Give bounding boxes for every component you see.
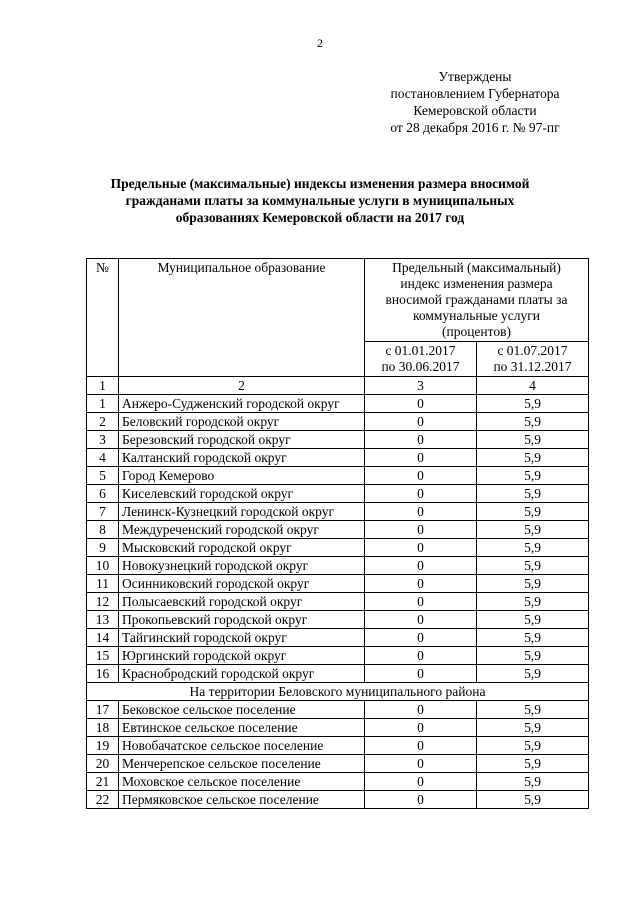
row-value-h1: 0 (365, 431, 477, 449)
header-index-line: индекс изменения размера (400, 276, 553, 291)
table-row (87, 431, 589, 449)
row-value-h1: 0 (365, 737, 477, 755)
row-number: 14 (87, 629, 119, 647)
title-line: Предельные (максимальные) индексы изменения размера вносимой (110, 176, 530, 191)
table-row (87, 503, 589, 521)
table-row (87, 413, 589, 431)
row-value-h2: 5,9 (477, 485, 589, 503)
row-municipality: Моховское сельское поселение (119, 773, 365, 791)
row-value-h2: 5,9 (477, 611, 589, 629)
column-number: 3 (365, 377, 477, 395)
row-municipality: Ленинск-Кузнецкий городской округ (119, 503, 365, 521)
row-municipality: Город Кемерово (119, 467, 365, 485)
row-number: 11 (87, 575, 119, 593)
row-number: 13 (87, 611, 119, 629)
row-municipality: Новокузнецкий городской округ (119, 557, 365, 575)
row-value-h1: 0 (365, 539, 477, 557)
row-value-h2: 5,9 (477, 575, 589, 593)
row-number: 19 (87, 737, 119, 755)
header-municipality: Муниципальное образование (119, 259, 365, 377)
section-label: На территории Беловского муниципального района (87, 683, 589, 701)
row-municipality: Новобачатское сельское поселение (119, 737, 365, 755)
row-municipality: Березовский городской округ (119, 431, 365, 449)
row-number: 12 (87, 593, 119, 611)
row-value-h1: 0 (365, 593, 477, 611)
table-row (87, 485, 589, 503)
row-number: 1 (87, 395, 119, 413)
row-number: 7 (87, 503, 119, 521)
header-period-1 (365, 342, 477, 377)
row-value-h2: 5,9 (477, 431, 589, 449)
row-number: 22 (87, 791, 119, 809)
table-row (87, 719, 589, 737)
header-index-line: коммунальные услуги (412, 308, 541, 323)
document-title (90, 175, 550, 226)
approval-line: Кемеровской области (413, 103, 537, 118)
row-number: 5 (87, 467, 119, 485)
row-value-h2: 5,9 (477, 395, 589, 413)
row-value-h1: 0 (365, 665, 477, 683)
row-value-h2: 5,9 (477, 413, 589, 431)
row-number: 10 (87, 557, 119, 575)
row-value-h2: 5,9 (477, 521, 589, 539)
row-value-h1: 0 (365, 611, 477, 629)
row-municipality: Пермяковское сельское поселение (119, 791, 365, 809)
approval-line: постановлением Губернатора (390, 86, 560, 101)
row-number: 15 (87, 647, 119, 665)
table-row (87, 593, 589, 611)
row-municipality: Мысковский городской округ (119, 539, 365, 557)
row-municipality: Тайгинский городской округ (119, 629, 365, 647)
row-value-h1: 0 (365, 557, 477, 575)
page-number: 2 (317, 36, 323, 50)
row-municipality: Калтанский городской округ (119, 449, 365, 467)
header-period-line: с 01.07.2017 (497, 343, 568, 358)
approval-line: Утверждены (438, 69, 512, 84)
header-period-line: по 31.12.2017 (493, 359, 572, 374)
row-value-h2: 5,9 (477, 773, 589, 791)
row-value-h2: 5,9 (477, 737, 589, 755)
row-value-h1: 0 (365, 449, 477, 467)
row-value-h1: 0 (365, 485, 477, 503)
table-row (87, 539, 589, 557)
row-number: 16 (87, 665, 119, 683)
row-value-h1: 0 (365, 575, 477, 593)
row-value-h2: 5,9 (477, 557, 589, 575)
table-row (87, 449, 589, 467)
row-municipality: Междуреченский городской округ (119, 521, 365, 539)
table-row (87, 575, 589, 593)
row-municipality: Менчерепское сельское поселение (119, 755, 365, 773)
row-value-h1: 0 (365, 773, 477, 791)
row-municipality: Беловский городской округ (119, 413, 365, 431)
table-row (87, 791, 589, 809)
header-index-line: вносимой гражданами платы за (385, 292, 568, 307)
table-row (87, 773, 589, 791)
row-municipality: Полысаевский городской округ (119, 593, 365, 611)
header-index-line: (процентов) (441, 324, 511, 339)
row-value-h1: 0 (365, 395, 477, 413)
column-number-row (87, 377, 589, 395)
table-row (87, 395, 589, 413)
row-municipality: Бековское сельское поселение (119, 701, 365, 719)
row-number: 9 (87, 539, 119, 557)
table-row (87, 755, 589, 773)
row-value-h1: 0 (365, 719, 477, 737)
table-row (87, 557, 589, 575)
row-value-h2: 5,9 (477, 665, 589, 683)
row-value-h1: 0 (365, 629, 477, 647)
row-municipality: Юргинский городской округ (119, 647, 365, 665)
row-value-h1: 0 (365, 755, 477, 773)
column-number: 2 (119, 377, 365, 395)
row-number: 3 (87, 431, 119, 449)
row-number: 18 (87, 719, 119, 737)
table-row (87, 665, 589, 683)
row-value-h1: 0 (365, 521, 477, 539)
row-value-h2: 5,9 (477, 701, 589, 719)
title-line: образованиях Кемеровской области на 2017 год (175, 210, 465, 225)
title-line: гражданами платы за коммунальные услуги в муниципальных (125, 193, 515, 208)
table-row (87, 647, 589, 665)
row-value-h2: 5,9 (477, 647, 589, 665)
header-number: № (87, 259, 119, 377)
row-municipality: Осинниковский городской округ (119, 575, 365, 593)
row-value-h2: 5,9 (477, 539, 589, 557)
column-number: 1 (87, 377, 119, 395)
row-value-h2: 5,9 (477, 629, 589, 647)
row-value-h2: 5,9 (477, 719, 589, 737)
approval-block (350, 68, 600, 136)
row-number: 20 (87, 755, 119, 773)
row-value-h1: 0 (365, 503, 477, 521)
column-number: 4 (477, 377, 589, 395)
row-value-h1: 0 (365, 701, 477, 719)
row-number: 8 (87, 521, 119, 539)
section-row (87, 683, 589, 701)
row-value-h1: 0 (365, 647, 477, 665)
row-value-h2: 5,9 (477, 503, 589, 521)
row-value-h1: 0 (365, 413, 477, 431)
header-index-line: Предельный (максимальный) (392, 260, 561, 275)
table-row (87, 737, 589, 755)
row-value-h2: 5,9 (477, 593, 589, 611)
row-municipality: Киселевский городской округ (119, 485, 365, 503)
table-row (87, 701, 589, 719)
row-number: 4 (87, 449, 119, 467)
approval-line: от 28 декабря 2016 г. № 97-пг (390, 120, 560, 135)
row-municipality: Евтинское сельское поселение (119, 719, 365, 737)
row-number: 21 (87, 773, 119, 791)
row-number: 17 (87, 701, 119, 719)
row-value-h2: 5,9 (477, 449, 589, 467)
header-period-line: по 30.06.2017 (381, 359, 460, 374)
header-period-2 (477, 342, 589, 377)
header-period-line: с 01.01.2017 (385, 343, 456, 358)
table-row (87, 521, 589, 539)
row-number: 2 (87, 413, 119, 431)
row-value-h2: 5,9 (477, 467, 589, 485)
table-row (87, 629, 589, 647)
row-value-h1: 0 (365, 467, 477, 485)
row-municipality: Анжеро-Судженский городской округ (119, 395, 365, 413)
table-row (87, 467, 589, 485)
row-municipality: Прокопьевский городской округ (119, 611, 365, 629)
header-index (365, 259, 589, 342)
table-row (87, 611, 589, 629)
row-municipality: Краснобродский городской округ (119, 665, 365, 683)
row-value-h2: 5,9 (477, 755, 589, 773)
row-number: 6 (87, 485, 119, 503)
row-value-h2: 5,9 (477, 791, 589, 809)
indices-table (86, 258, 589, 809)
row-value-h1: 0 (365, 791, 477, 809)
